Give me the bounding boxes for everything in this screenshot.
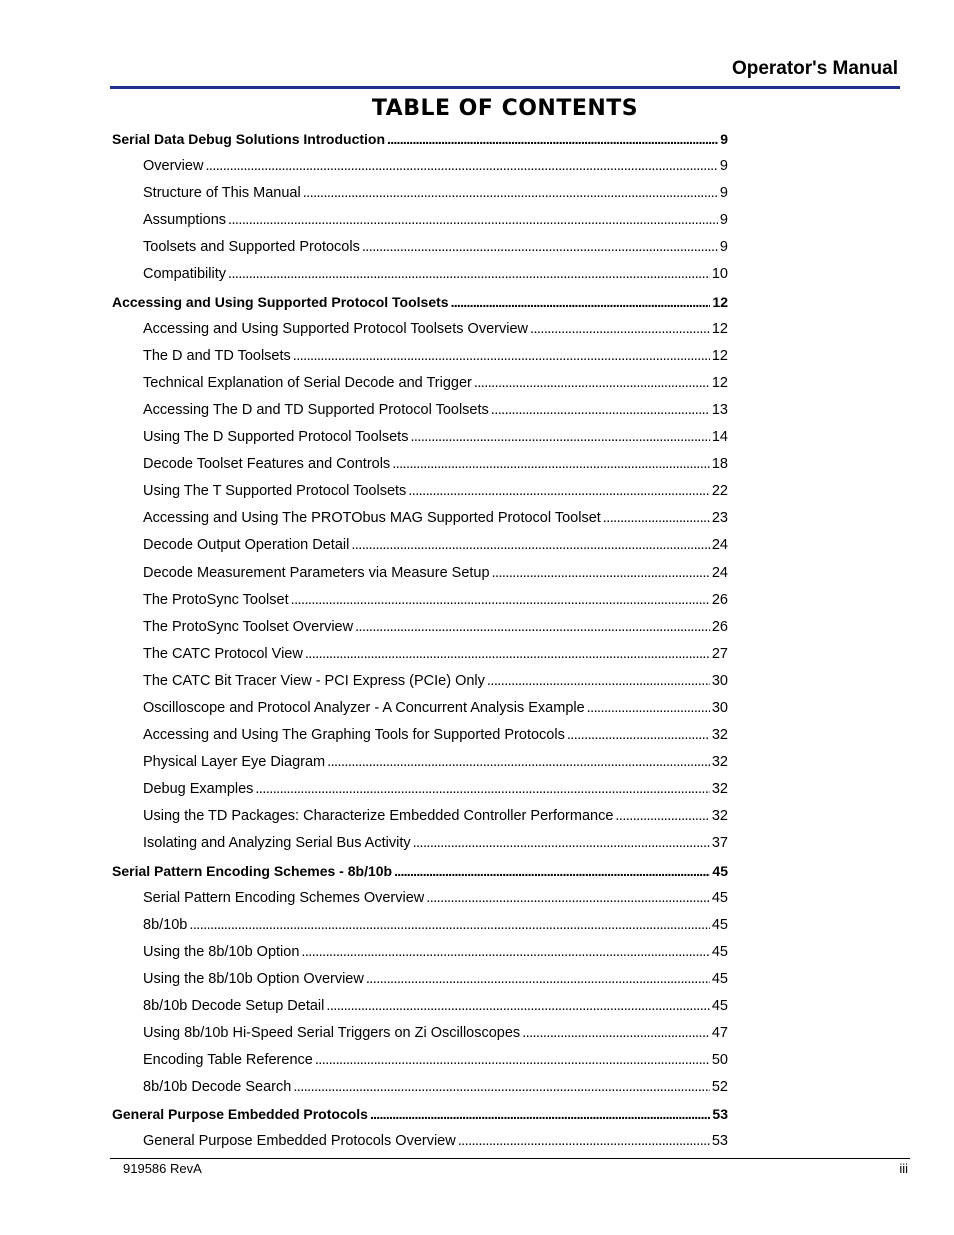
toc-dot-leader (189, 912, 710, 939)
toc-dot-leader (394, 858, 710, 885)
toc-dot-leader (487, 668, 710, 695)
toc-entry-title: Overview (143, 158, 204, 175)
toc-entry-title: 8b/10b Decode Search (143, 1079, 292, 1096)
toc-dot-leader (228, 207, 718, 234)
toc-entry-page: 45 (711, 998, 728, 1014)
header-divider (110, 86, 900, 89)
toc-entry-page: 32 (711, 754, 728, 771)
toc-subsection-entry[interactable] (112, 912, 728, 939)
toc-entry-page: 52 (711, 1079, 728, 1096)
footer-page-number: iii (899, 1161, 908, 1176)
toc-dot-leader (293, 343, 710, 370)
toc-entry-page: 23 (711, 510, 728, 527)
toc-dot-leader (315, 1047, 710, 1074)
toc-dot-leader (603, 505, 710, 532)
toc-subsection-entry[interactable] (112, 1074, 728, 1101)
toc-section-entry[interactable] (112, 1101, 728, 1128)
toc-entry-page: 9 (719, 239, 728, 256)
toc-entry-title: Using the TD Packages: Characterize Embedded Controller Performance (143, 808, 614, 825)
toc-entry-title: Using The D Supported Protocol Toolsets (143, 429, 409, 446)
toc-entry-page: 45 (711, 970, 728, 987)
toc-dot-leader (228, 261, 710, 288)
toc-subsection-entry[interactable] (112, 370, 728, 397)
toc-subsection-entry[interactable] (112, 532, 728, 559)
toc-section-entry[interactable] (112, 289, 728, 316)
toc-entry-page: 45 (712, 862, 728, 879)
toc-entry-page: 32 (711, 727, 728, 744)
toc-subsection-entry[interactable] (112, 1047, 728, 1074)
toc-subsection-entry[interactable] (112, 478, 728, 505)
toc-entry-title: Debug Examples (143, 781, 254, 798)
toc-subsection-entry[interactable] (112, 1020, 728, 1047)
toc-dot-leader (615, 803, 709, 830)
toc-entry-title: Decode Measurement Parameters via Measure Setup (143, 564, 490, 581)
toc-subsection-entry[interactable] (112, 587, 728, 614)
toc-dot-leader (530, 316, 710, 343)
toc-entry-page: 53 (712, 1106, 728, 1123)
toc-entry-title: Accessing and Using The PROTObus MAG Supported Protocol Toolset (143, 510, 601, 527)
toc-dot-leader (426, 885, 710, 912)
toc-dot-leader (355, 614, 710, 641)
toc-entry-title: Accessing and Using The Graphing Tools for Supported Protocols (143, 727, 565, 744)
toc-subsection-entry[interactable] (112, 966, 728, 993)
toc-entry-page: 27 (711, 645, 728, 662)
toc-subsection-entry[interactable] (112, 1128, 728, 1155)
toc-subsection-entry[interactable] (112, 614, 728, 641)
toc-entry-title: Structure of This Manual (143, 185, 301, 202)
toc-entry-page: 47 (711, 1025, 728, 1042)
toc-dot-leader (291, 587, 710, 614)
toc-dot-leader (410, 424, 709, 451)
toc-dot-leader (301, 939, 709, 966)
toc-entry-title: Serial Pattern Encoding Schemes Overview (143, 889, 425, 906)
toc-dot-leader (293, 1074, 710, 1101)
header-title: Operator's Manual (731, 58, 898, 79)
toc-entry-title: Encoding Table Reference (143, 1052, 313, 1069)
toc-dot-leader (413, 830, 710, 857)
toc-subsection-entry[interactable] (112, 668, 728, 695)
toc-dot-leader (362, 234, 718, 261)
footer-divider (110, 1158, 910, 1159)
toc-subsection-entry[interactable] (112, 641, 728, 668)
toc-dot-leader (326, 993, 709, 1020)
toc-subsection-entry[interactable] (112, 153, 728, 180)
toc-entry-page: 18 (711, 456, 728, 473)
toc-entry-page: 12 (711, 320, 728, 337)
toc-entry-title: Compatibility (143, 266, 226, 283)
toc-entry-title: The CATC Bit Tracer View - PCI Express (PCIe) Only (143, 672, 485, 689)
toc-subsection-entry[interactable] (112, 993, 728, 1020)
toc-entry-title: Using The T Supported Protocol Toolsets (143, 483, 407, 500)
toc-dot-leader (327, 749, 710, 776)
toc-entry-title: Isolating and Analyzing Serial Bus Activity (143, 835, 411, 852)
toc-section-entry[interactable] (112, 858, 728, 885)
toc-dot-leader (587, 695, 710, 722)
toc-subsection-entry[interactable] (112, 939, 728, 966)
toc-dot-leader (255, 776, 709, 803)
toc-entry-page: 12 (712, 293, 728, 310)
toc-dot-leader (474, 370, 710, 397)
toc-dot-leader (408, 478, 710, 505)
toc-entry-page: 45 (711, 916, 728, 933)
toc-subsection-entry[interactable] (112, 830, 728, 857)
toc-entry-page: 22 (711, 483, 728, 500)
toc-subsection-entry[interactable] (112, 722, 728, 749)
toc-entry-title: Accessing and Using Supported Protocol Toolsets Overview (143, 320, 528, 337)
toc-dot-leader (387, 126, 718, 153)
footer-doc-id: 919586 RevA (123, 1161, 202, 1176)
toc-entry-title: General Purpose Embedded Protocols (112, 1106, 368, 1123)
toc-subsection-entry[interactable] (112, 180, 728, 207)
toc-list (112, 126, 728, 1156)
toc-entry-title: The ProtoSync Toolset Overview (143, 618, 354, 635)
toc-section-entry[interactable] (112, 126, 728, 153)
toc-entry-title: Using the 8b/10b Option (143, 943, 300, 960)
toc-entry-title: 8b/10b Decode Setup Detail (143, 998, 325, 1014)
toc-entry-page: 32 (711, 808, 728, 825)
toc-entry-page: 30 (711, 672, 728, 689)
toc-subsection-entry[interactable] (112, 234, 728, 261)
toc-subsection-entry[interactable] (112, 207, 728, 234)
toc-entry-page: 14 (711, 429, 728, 446)
toc-dot-leader (205, 153, 717, 180)
toc-entry-title: Oscilloscope and Protocol Analyzer - A Concurrent Analysis Example (143, 699, 585, 716)
toc-subsection-entry[interactable] (112, 424, 728, 451)
toc-entry-page: 45 (711, 889, 728, 906)
toc-entry-title: General Purpose Embedded Protocols Overview (143, 1133, 456, 1150)
toc-entry-page: 9 (720, 131, 728, 147)
toc-entry-title: Assumptions (143, 212, 227, 229)
toc-entry-page: 26 (711, 591, 728, 608)
toc-dot-leader (305, 641, 710, 668)
toc-entry-title: Accessing and Using Supported Protocol Toolsets (112, 293, 449, 310)
toc-entry-page: 37 (711, 835, 728, 852)
toc-dot-leader (492, 560, 710, 587)
toc-entry-page: 26 (711, 618, 728, 635)
toc-entry-title: 8b/10b (143, 916, 188, 933)
toc-entry-page: 13 (711, 401, 728, 418)
toc-entry-page: 9 (719, 158, 728, 175)
toc-entry-title: Decode Output Operation Detail (143, 537, 350, 554)
toc-entry-title: Using the 8b/10b Option Overview (143, 970, 364, 987)
toc-dot-leader (370, 1101, 710, 1128)
toc-entry-page: 24 (711, 564, 728, 581)
toc-dot-leader (392, 451, 710, 478)
toc-entry-title: Using 8b/10b Hi-Speed Serial Triggers on Zi Oscilloscopes (143, 1025, 521, 1042)
toc-entry-title: Accessing The D and TD Supported Protocol Toolsets (143, 401, 489, 418)
toc-entry-title: The ProtoSync Toolset (143, 591, 289, 608)
toc-entry-page: 50 (711, 1052, 728, 1069)
toc-entry-title: The CATC Protocol View (143, 645, 303, 662)
toc-subsection-entry[interactable] (112, 397, 728, 424)
toc-entry-title: Serial Pattern Encoding Schemes - 8b/10b (112, 862, 393, 879)
toc-subsection-entry[interactable] (112, 776, 728, 803)
toc-dot-leader (491, 397, 710, 424)
toc-entry-page: 9 (719, 212, 728, 229)
toc-entry-title: Serial Data Debug Solutions Introduction (112, 131, 386, 147)
toc-subsection-entry[interactable] (112, 695, 728, 722)
toc-subsection-entry[interactable] (112, 451, 728, 478)
toc-subsection-entry[interactable] (112, 261, 728, 288)
toc-entry-page: 32 (711, 781, 728, 798)
toc-dot-leader (451, 289, 711, 316)
toc-entry-page: 53 (711, 1133, 728, 1150)
toc-dot-leader (458, 1128, 710, 1155)
toc-entry-page: 12 (711, 347, 728, 364)
toc-subsection-entry[interactable] (112, 885, 728, 912)
toc-dot-leader (567, 722, 710, 749)
toc-dot-leader (303, 180, 718, 207)
toc-entry-title: The D and TD Toolsets (143, 347, 291, 364)
toc-dot-leader (366, 966, 710, 993)
toc-subsection-entry[interactable] (112, 316, 728, 343)
toc-entry-page: 10 (711, 266, 728, 283)
toc-subsection-entry[interactable] (112, 560, 728, 587)
toc-entry-title: Decode Toolset Features and Controls (143, 456, 391, 473)
toc-entry-title: Technical Explanation of Serial Decode and Trigger (143, 374, 472, 391)
toc-subsection-entry[interactable] (112, 343, 728, 370)
toc-entry-page: 45 (711, 943, 728, 960)
toc-heading: TABLE OF CONTENTS (371, 96, 639, 121)
toc-entry-page: 24 (711, 537, 728, 554)
toc-entry-title: Toolsets and Supported Protocols (143, 239, 360, 256)
toc-entry-page: 12 (711, 374, 728, 391)
toc-dot-leader (351, 532, 710, 559)
toc-entry-page: 9 (719, 185, 728, 202)
toc-subsection-entry[interactable] (112, 803, 728, 830)
toc-subsection-entry[interactable] (112, 749, 728, 776)
toc-subsection-entry[interactable] (112, 505, 728, 532)
toc-entry-page: 30 (711, 699, 728, 716)
toc-entry-title: Physical Layer Eye Diagram (143, 754, 326, 771)
toc-dot-leader (522, 1020, 710, 1047)
